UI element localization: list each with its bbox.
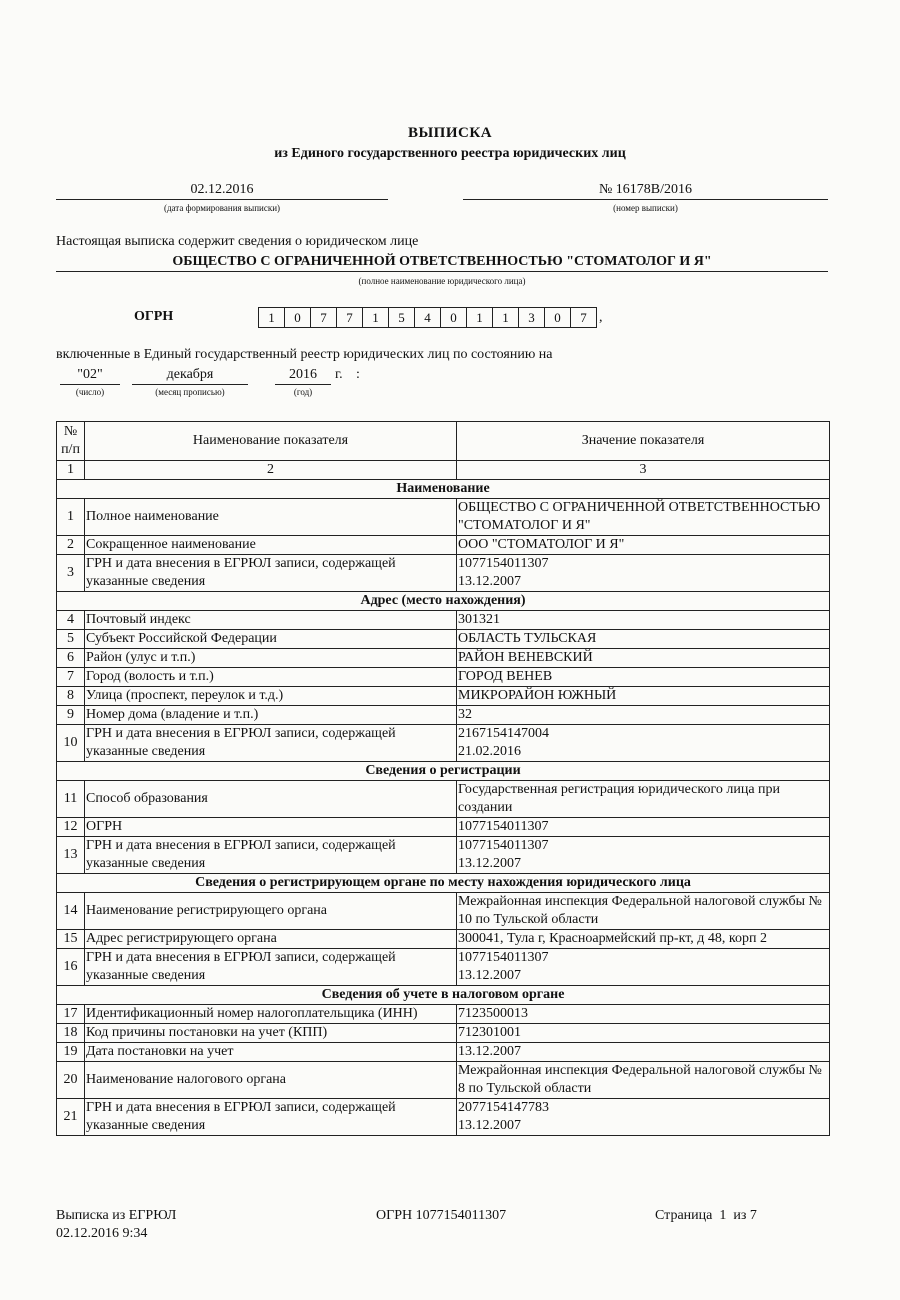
ogrn-digit-boxes — [259, 307, 597, 328]
ogrn-digit: 5 — [388, 307, 415, 328]
ogrn-digit: 7 — [310, 307, 337, 328]
col-index-3: 3 — [457, 461, 830, 480]
document-title: ВЫПИСКА — [407, 125, 493, 141]
table-row — [57, 1043, 830, 1062]
row-number: 4 — [57, 611, 85, 630]
row-number: 9 — [57, 706, 85, 725]
indicator-name: Дата постановки на учет — [85, 1043, 457, 1062]
intro-text: Настоящая выписка содержит сведения о юридическом лице — [56, 234, 419, 249]
extract-number-caption: (номер выписки) — [613, 203, 678, 213]
row-number: 15 — [57, 930, 85, 949]
indicator-name: ГРН и дата внесения в ЕГРЮЛ записи, содержащей указанные сведения — [85, 1099, 457, 1136]
table-row — [57, 949, 830, 986]
ogrn-digit: 4 — [414, 307, 441, 328]
table-row — [57, 1099, 830, 1136]
row-number: 21 — [57, 1099, 85, 1136]
section-row — [57, 592, 830, 611]
indicator-value: Межрайонная инспекция Федеральной налоговой службы № 10 по Тульской области — [457, 893, 830, 930]
state-text: включенные в Единый государственный реестр юридических лиц по состоянию на — [56, 347, 553, 362]
row-number: 11 — [57, 781, 85, 818]
table-row — [57, 630, 830, 649]
table-row — [57, 1024, 830, 1043]
indicator-name: Полное наименование — [85, 499, 457, 536]
row-number: 16 — [57, 949, 85, 986]
indicator-value: ГОРОД ВЕНЕВ — [457, 668, 830, 687]
ogrn-digit: 1 — [466, 307, 493, 328]
indicator-value: 7123500013 — [457, 1005, 830, 1024]
section-row — [57, 874, 830, 893]
row-number: 18 — [57, 1024, 85, 1043]
table-row — [57, 1005, 830, 1024]
row-number: 1 — [57, 499, 85, 536]
ogrn-digit: 3 — [518, 307, 545, 328]
indicator-value: 13.12.2007 — [457, 1043, 830, 1062]
ogrn-label: ОГРН — [134, 309, 174, 324]
row-number: 20 — [57, 1062, 85, 1099]
indicator-name: Наименование налогового органа — [85, 1062, 457, 1099]
section-heading: Сведения о регистрирующем органе по месту нахождения юридического лица — [57, 874, 830, 893]
entity-full-name-caption: (полное наименование юридического лица) — [358, 276, 526, 286]
table-row — [57, 837, 830, 874]
indicator-name: ГРН и дата внесения в ЕГРЮЛ записи, содержащей указанные сведения — [85, 555, 457, 592]
table-row — [57, 781, 830, 818]
table-row — [57, 818, 830, 837]
indicator-name: ОГРН — [85, 818, 457, 837]
state-day-caption: (число) — [75, 387, 105, 397]
row-number: 3 — [57, 555, 85, 592]
ogrn-digit: 1 — [492, 307, 519, 328]
table-row — [57, 725, 830, 762]
table-row — [57, 893, 830, 930]
ogrn-digit: 0 — [284, 307, 311, 328]
indicator-name: Способ образования — [85, 781, 457, 818]
table-row — [57, 611, 830, 630]
indicator-name: ГРН и дата внесения в ЕГРЮЛ записи, содержащей указанные сведения — [85, 725, 457, 762]
indicator-value: 301321 — [457, 611, 830, 630]
registry-table — [56, 421, 830, 1136]
indicator-value: 300041, Тула г, Красноармейский пр-кт, д 48, корп 2 — [457, 930, 830, 949]
row-number: 8 — [57, 687, 85, 706]
col-header-num: № п/п — [57, 422, 85, 461]
table-row — [57, 687, 830, 706]
state-colon: : — [356, 367, 360, 382]
indicator-name: Идентификационный номер налогоплательщика (ИНН) — [85, 1005, 457, 1024]
ogrn-digit: 7 — [336, 307, 363, 328]
state-year: 2016 — [275, 367, 331, 385]
section-row — [57, 986, 830, 1005]
indicator-value: Межрайонная инспекция Федеральной налоговой службы № 8 по Тульской области — [457, 1062, 830, 1099]
indicator-name: Номер дома (владение и т.п.) — [85, 706, 457, 725]
row-number: 13 — [57, 837, 85, 874]
indicator-value: ОБЛАСТЬ ТУЛЬСКАЯ — [457, 630, 830, 649]
indicator-name: Город (волость и т.п.) — [85, 668, 457, 687]
indicator-value: 1077154011307 13.12.2007 — [457, 555, 830, 592]
indicator-name: Сокращенное наименование — [85, 536, 457, 555]
state-month: декабря — [132, 367, 248, 385]
ogrn-digit: 1 — [258, 307, 285, 328]
table-row — [57, 499, 830, 536]
table-row — [57, 1062, 830, 1099]
footer-timestamp: 02.12.2016 9:34 — [56, 1226, 148, 1241]
ogrn-digit: 1 — [362, 307, 389, 328]
indicator-name: ГРН и дата внесения в ЕГРЮЛ записи, содержащей указанные сведения — [85, 837, 457, 874]
indicator-value: 1077154011307 13.12.2007 — [457, 949, 830, 986]
row-number: 5 — [57, 630, 85, 649]
indicator-name: Наименование регистрирующего органа — [85, 893, 457, 930]
indicator-name: Код причины постановки на учет (КПП) — [85, 1024, 457, 1043]
table-row — [57, 668, 830, 687]
row-number: 7 — [57, 668, 85, 687]
extract-date-caption: (дата формирования выписки) — [163, 203, 281, 213]
indicator-value: 1077154011307 — [457, 818, 830, 837]
col-index-2: 2 — [85, 461, 457, 480]
ogrn-comma: , — [599, 310, 603, 325]
state-month-caption: (месяц прописью) — [155, 387, 225, 397]
table-row — [57, 536, 830, 555]
row-number: 10 — [57, 725, 85, 762]
indicator-name: ГРН и дата внесения в ЕГРЮЛ записи, содержащей указанные сведения — [85, 949, 457, 986]
footer-ogrn: ОГРН 1077154011307 — [376, 1208, 507, 1223]
document-subtitle: из Единого государственного реестра юридических лиц — [274, 146, 626, 161]
table-row — [57, 649, 830, 668]
section-row — [57, 480, 830, 499]
table-row — [57, 930, 830, 949]
indicator-name: Почтовый индекс — [85, 611, 457, 630]
ogrn-digit: 7 — [570, 307, 597, 328]
col-header-value: Значение показателя — [457, 422, 830, 461]
indicator-value: 712301001 — [457, 1024, 830, 1043]
row-number: 17 — [57, 1005, 85, 1024]
indicator-value: ООО "СТОМАТОЛОГ И Я" — [457, 536, 830, 555]
extract-number: № 16178В/2016 — [463, 182, 828, 200]
row-number: 2 — [57, 536, 85, 555]
section-row — [57, 762, 830, 781]
extract-date: 02.12.2016 — [56, 182, 388, 200]
footer-page-number: Страница 1 из 7 — [655, 1208, 757, 1223]
indicator-value: 32 — [457, 706, 830, 725]
section-heading: Сведения об учете в налоговом органе — [57, 986, 830, 1005]
row-number: 6 — [57, 649, 85, 668]
state-year-suffix: г. — [335, 367, 343, 382]
section-heading: Наименование — [57, 480, 830, 499]
indicator-name: Район (улус и т.п.) — [85, 649, 457, 668]
state-day: "02" — [60, 367, 120, 385]
row-number: 14 — [57, 893, 85, 930]
col-header-name: Наименование показателя — [85, 422, 457, 461]
indicator-name: Улица (проспект, переулок и т.д.) — [85, 687, 457, 706]
indicator-value: Государственная регистрация юридического лица при создании — [457, 781, 830, 818]
ogrn-digit: 0 — [544, 307, 571, 328]
section-heading: Сведения о регистрации — [57, 762, 830, 781]
indicator-name: Адрес регистрирующего органа — [85, 930, 457, 949]
indicator-value: МИКРОРАЙОН ЮЖНЫЙ — [457, 687, 830, 706]
row-number: 19 — [57, 1043, 85, 1062]
indicator-name: Субъект Российской Федерации — [85, 630, 457, 649]
table-row — [57, 555, 830, 592]
indicator-value: 2077154147783 13.12.2007 — [457, 1099, 830, 1136]
table-row — [57, 706, 830, 725]
indicator-value: 1077154011307 13.12.2007 — [457, 837, 830, 874]
ogrn-digit: 0 — [440, 307, 467, 328]
row-number: 12 — [57, 818, 85, 837]
col-index-1: 1 — [57, 461, 85, 480]
indicator-value: ОБЩЕСТВО С ОГРАНИЧЕННОЙ ОТВЕТСТВЕННОСТЬЮ "СТОМАТОЛОГ И Я" — [457, 499, 830, 536]
indicator-value: 2167154147004 21.02.2016 — [457, 725, 830, 762]
state-year-caption: (год) — [293, 387, 313, 397]
section-heading: Адрес (место нахождения) — [57, 592, 830, 611]
entity-full-name: ОБЩЕСТВО С ОГРАНИЧЕННОЙ ОТВЕТСТВЕННОСТЬЮ "СТОМАТОЛОГ И Я" — [56, 254, 828, 272]
footer-source: Выписка из ЕГРЮЛ — [56, 1208, 177, 1223]
indicator-value: РАЙОН ВЕНЕВСКИЙ — [457, 649, 830, 668]
